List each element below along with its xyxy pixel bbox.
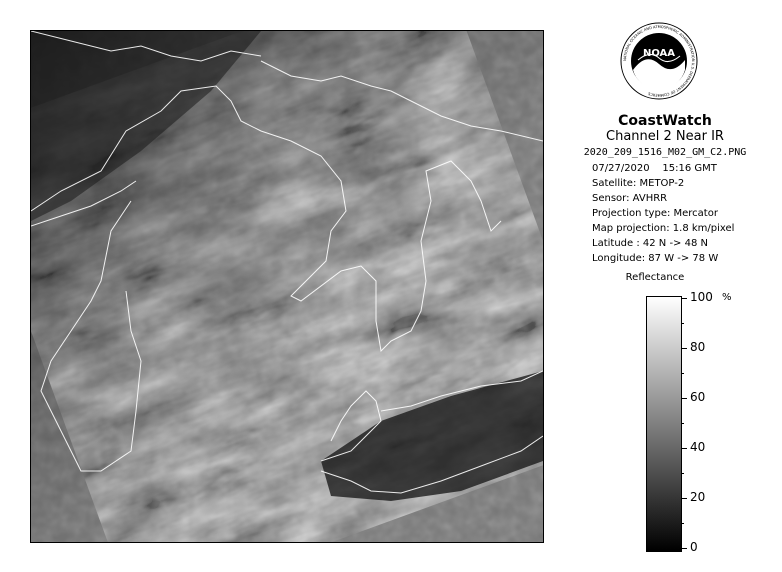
acquisition-date: 07/27/2020: [592, 163, 650, 174]
colorbar-tick-label: 20: [690, 490, 706, 504]
colorbar-tick-label: 100: [690, 290, 713, 304]
noaa-logo-icon: [620, 22, 698, 100]
colorbar-tick: [681, 498, 687, 499]
colorbar-minor-tick: [681, 323, 684, 324]
logo-text: NOAA: [642, 48, 676, 59]
latitude-label: Latitude : 42 N -> 48 N: [592, 238, 708, 249]
colorbar-minor-tick: [681, 473, 684, 474]
product-title: CoastWatch: [618, 113, 712, 129]
colorbar-label: Reflectance: [625, 272, 685, 283]
satellite-label: Satellite: METOP-2: [592, 178, 685, 189]
projection-label: Projection type: Mercator: [592, 208, 718, 219]
colorbar-tick: [681, 398, 687, 399]
colorbar-tick: [681, 348, 687, 349]
channel-subtitle: Channel 2 Near IR: [606, 129, 724, 144]
colorbar-minor-tick: [681, 423, 684, 424]
colorbar-tick: [681, 298, 687, 299]
resolution-label: Map projection: 1.8 km/pixel: [592, 223, 735, 234]
colorbar-tick: [681, 548, 687, 549]
colorbar-tick-label: 0: [690, 540, 698, 554]
filename-label: 2020_209_1516_M02_GM_C2.PNG: [583, 147, 747, 158]
satellite-map-svg: [31, 31, 543, 542]
acquisition-datetime: [592, 163, 717, 174]
colorbar-minor-tick: [681, 523, 684, 524]
colorbar-tick: [681, 448, 687, 449]
colorbar-tick-label: 80: [690, 340, 706, 354]
colorbar-tick-label: 60: [690, 390, 706, 404]
colorbar: [646, 296, 682, 552]
sensor-label: Sensor: AVHRR: [592, 193, 668, 204]
longitude-label: Longitude: 87 W -> 78 W: [592, 253, 719, 264]
satellite-image: [30, 30, 544, 543]
colorbar-tick-label: 40: [690, 440, 706, 454]
acquisition-time: 15:16 GMT: [662, 163, 717, 174]
colorbar-minor-tick: [681, 373, 684, 374]
colorbar-unit: %: [722, 292, 732, 303]
logo-ring-text: NATIONAL OCEANIC AND ATMOSPHERIC ADMINISTRATION U.S. DEPARTMENT OF COMMERCE: [622, 24, 696, 98]
